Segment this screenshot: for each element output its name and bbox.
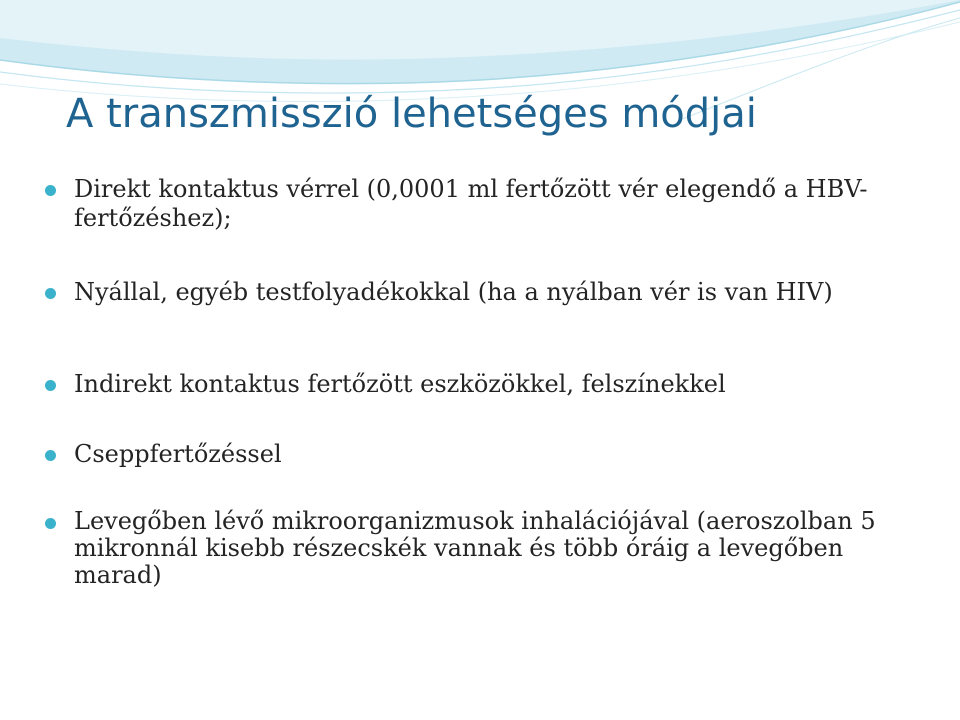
bullet-text: Cseppfertőzéssel [74, 440, 282, 468]
bullet-item [74, 175, 934, 233]
slide-title: A transzmisszió lehetséges módjai [66, 91, 757, 137]
bullet-dot-icon [45, 288, 56, 299]
bullet-dot-icon [45, 380, 56, 391]
bullet-dot-icon [45, 518, 56, 529]
bullet-text: Direkt kontaktus vérrel (0,0001 ml fertőzött vér elegendő a HBV-fertőzéshez); [74, 175, 868, 232]
bullet-item [74, 508, 934, 589]
bullet-text: Levegőben lévő mikroorganizmusok inhalációjával (aeroszolban 5 mikronnál kisebb részecskék vannak és több óráig a levegőben marad) [74, 507, 876, 589]
bullet-text: Nyállal, egyéb testfolyadékokkal (ha a nyálban vér is van HIV) [74, 278, 833, 306]
bullet-dot-icon [45, 185, 56, 196]
bullet-item [74, 440, 934, 469]
bullet-item [74, 370, 934, 399]
bullet-dot-icon [45, 450, 56, 461]
bullet-text: Indirekt kontaktus fertőzött eszközökkel, felszínekkel [74, 370, 726, 398]
bullet-item [74, 278, 934, 307]
